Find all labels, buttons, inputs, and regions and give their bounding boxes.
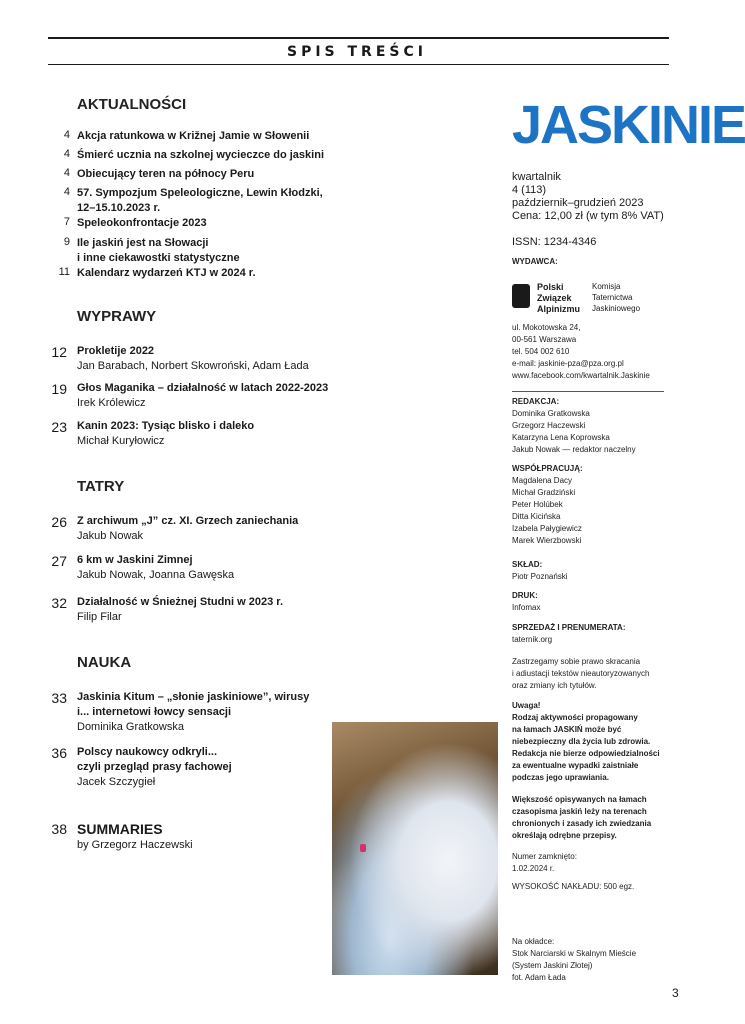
sales-link[interactable]: taternik.org [512,635,553,644]
toc-entry-title: Ile jaskiń jest na Słowacji [77,237,209,249]
typesetting-block [512,559,692,583]
toc-page-number: 27 [51,553,67,569]
toc-entry-title: Polscy naukowcy odkryli... [77,746,217,758]
toc-entry-title: 6 km w Jaskini Zimnej [77,554,193,566]
circulation: WYSOKOŚĆ NAKŁADU: 500 egz. [512,882,635,891]
publisher-label-block [512,256,692,268]
publisher-label: WYDAWCA: [512,257,558,266]
price: Cena: 12,00 zł (w tym 8% VAT) [512,210,664,222]
toc-entry-author: Dominika Gratkowska [77,721,184,733]
note-line: chronionych i zasady ich zwiedzania [512,819,652,828]
toc-entry-title: Kanin 2023: Tysiąc blisko i daleko [77,420,255,432]
typesetter-name: Piotr Poznański [512,572,568,581]
toc-entry-title: 57. Sympozjum Speleologiczne, Lewin Kłodzki, [77,187,323,199]
pza-name-line: Alpinizmu [537,304,580,314]
toc-page-number: 38 [51,821,67,837]
toc-entry[interactable] [77,167,347,182]
editorial-block [512,396,692,456]
toc-entry-title: Głos Maganika – działalność w latach 2022-2023 [77,382,329,394]
disclaimer-line: i adiustacji tekstów nieautoryzowanych [512,669,650,678]
toc-entry-title: Obiecujący teren na północy Peru [77,168,255,180]
warning-line: za ewentualne wypadki zaistniałe [512,761,639,770]
caption-line: fot. Adam Łada [512,973,566,982]
contributors-label: WSPÓŁPRACUJĄ: [512,464,583,473]
sales-block [512,622,692,646]
toc-page-number: 36 [51,745,67,761]
toc-entry-author: Jan Barabach, Norbert Skowroński, Adam Łada [77,360,309,372]
issue-period: październik–grudzień 2023 [512,197,644,209]
section-heading-aktualnosci: AKTUALNOŚCI [77,96,187,113]
toc-entry-title: Z archiwum „J” cz. XI. Grzech zaniechania [77,515,299,527]
contributor-name: Izabela Pałygiewicz [512,524,582,533]
toc-page-number: 23 [51,419,67,435]
toc-entry-author: Jakub Nowak [77,530,144,542]
contributor-name: Magdalena Dacy [512,476,573,485]
toc-entry-title-line2: 12–15.10.2023 r. [77,202,161,214]
pza-name-line: Związek [537,293,572,303]
email-link[interactable]: e-mail: jaskinie-pza@pza.org.pl [512,359,624,368]
toc-entry-title-line2: i... internetowi łowcy sensacji [77,706,232,718]
toc-entry-title-line2: czyli przegląd prasy fachowej [77,761,232,773]
cover-photo [332,722,498,975]
note-line: określają odrębne przepisy. [512,831,617,840]
toc-entry[interactable] [77,129,347,144]
toc-page-number: 12 [51,344,67,360]
masthead-divider [512,391,664,392]
toc-entry[interactable] [77,595,347,625]
toc-entry-title: SUMMARIES [77,821,163,837]
closing-label: Numer zamknięto: [512,852,577,861]
contributors-block [512,463,692,547]
cover-caption [512,936,692,984]
toc-page-number: 19 [51,381,67,397]
sales-label: SPRZEDAŻ I PRENUMERATA: [512,623,626,632]
editor-name: Jakub Nowak — redaktor naczelny [512,445,636,454]
toc-entry-author: by Grzegorz Haczewski [77,839,193,851]
ktj-name [592,281,640,314]
toc-entry-summaries[interactable] [77,820,347,853]
section-heading-nauka: NAUKA [77,654,132,671]
disclaimer-line: oraz zmiany ich tytułów. [512,681,597,690]
address-line: 00-561 Warszawa [512,335,577,344]
header-bottom-rule [48,64,669,65]
toc-page-number: 9 [63,236,70,248]
warning-line: niebezpieczny dla życia lub zdrowia. [512,737,651,746]
toc-entry[interactable] [77,419,347,449]
toc-entry-author: Michał Kuryłowicz [77,435,165,447]
magazine-logo: JASKINIE [512,95,745,155]
toc-page-number: 7 [63,216,70,228]
toc-entry[interactable] [77,381,347,411]
contributor-name: Michał Gradziński [512,488,576,497]
page-number: 3 [672,986,679,1000]
facebook-link[interactable]: www.facebook.com/kwartalnik.Jaskinie [512,371,650,380]
toc-entry[interactable] [77,344,347,374]
ktj-name-line: Komisja [592,282,621,291]
toc-page-number: 33 [51,690,67,706]
warning-line: Redakcja nie bierze odpowiedzialności [512,749,660,758]
toc-entry-title: Jaskinia Kitum – „słonie jaskiniowe”, wirusy [77,691,310,703]
warning-line: podczas jego uprawiania. [512,773,609,782]
toc-entry[interactable] [77,236,347,266]
toc-page-number: 32 [51,595,67,611]
contributor-name: Marek Wierzbowski [512,536,582,545]
publication-meta [512,171,664,223]
caption-line: Stok Narciarski w Skalnym Mieście [512,949,637,958]
editor-name: Grzegorz Haczewski [512,421,586,430]
issue-number: 4 (113) [512,184,547,196]
pza-logo-icon [512,284,530,308]
toc-entry[interactable] [77,186,347,216]
toc-page-number: 4 [63,186,70,198]
toc-entry-title: Śmierć ucznia na szkolnej wycieczce do jaskini [77,149,324,161]
editor-name: Dominika Gratkowska [512,409,590,418]
toc-page-number: 4 [63,129,70,141]
toc-page-number: 4 [63,167,70,179]
toc-entry[interactable] [77,745,347,790]
magazine-type: kwartalnik [512,171,561,183]
printer-name: Infomax [512,603,541,612]
warning-line: Uwaga! [512,701,541,710]
disclaimer-line: Zastrzegamy sobie prawo skracania [512,657,641,666]
issn: ISSN: 1234-4346 [512,236,597,248]
toc-entry-title: Speleokonfrontacje 2023 [77,217,207,229]
disclaimer-block [512,656,692,692]
protected-areas-note [512,794,692,842]
caption-line: (System Jaskini Złotej) [512,961,593,970]
caption-line: Na okładce: [512,937,555,946]
caver-figure [360,844,366,852]
print-label: DRUK: [512,591,538,600]
warning-line: na łamach JASKIŃ może być [512,725,622,734]
phone: tel. 504 002 610 [512,347,570,356]
toc-entry-author: Jakub Nowak, Joanna Gawęska [77,569,235,581]
closing-date: 1.02.2024 r. [512,864,555,873]
ktj-name-line: Taternictwa [592,293,633,302]
pza-name [537,282,580,315]
closing-date-block [512,851,692,875]
note-line: czasopisma jaskiń leży na terenach [512,807,647,816]
note-line: Większość opisywanych na łamach [512,795,647,804]
section-heading-wyprawy: WYPRAWY [77,308,157,325]
toc-entry[interactable] [77,690,347,735]
toc-entry-title: Kalendarz wydarzeń KTJ w 2024 r. [77,267,256,279]
toc-entry[interactable] [77,148,347,163]
toc-entry-author: Filip Filar [77,611,122,623]
toc-entry[interactable] [77,216,347,231]
warning-line: Rodzaj aktywności propagowany [512,713,638,722]
toc-entry[interactable] [77,514,347,544]
toc-entry-author: Irek Królewicz [77,397,146,409]
toc-page-number: 4 [63,148,70,160]
publisher-address [512,322,692,382]
toc-entry[interactable] [77,553,347,583]
toc-entry-title: Prokletije 2022 [77,345,155,357]
warning-block [512,700,692,784]
pza-name-line: Polski [537,282,564,292]
toc-entry-title: Działalność w Śnieżnej Studni w 2023 r. [77,596,284,608]
ktj-name-line: Jaskiniowego [592,304,641,313]
toc-entry-author: Jacek Szczygieł [77,776,156,788]
toc-page-number: 11 [58,266,70,278]
contributor-name: Ditta Kicińska [512,512,561,521]
toc-entry-title: Akcja ratunkowa w Križnej Jamie w Słowenii [77,130,310,142]
section-heading-tatry: TATRY [77,478,125,495]
address-line: ul. Mokotowska 24, [512,323,581,332]
contributor-name: Peter Holúbek [512,500,563,509]
toc-entry[interactable] [77,266,347,281]
editor-name: Katarzyna Lena Koprowska [512,433,610,442]
typesetting-label: SKŁAD: [512,560,543,569]
toc-page-number: 26 [51,514,67,530]
print-block [512,590,692,614]
editorial-label: REDAKCJA: [512,397,560,406]
header-top-rule [48,37,669,39]
toc-entry-title-line2: i inne ciekawostki statystyczne [77,252,240,264]
page-title: SPIS TREŚCI [287,44,427,60]
